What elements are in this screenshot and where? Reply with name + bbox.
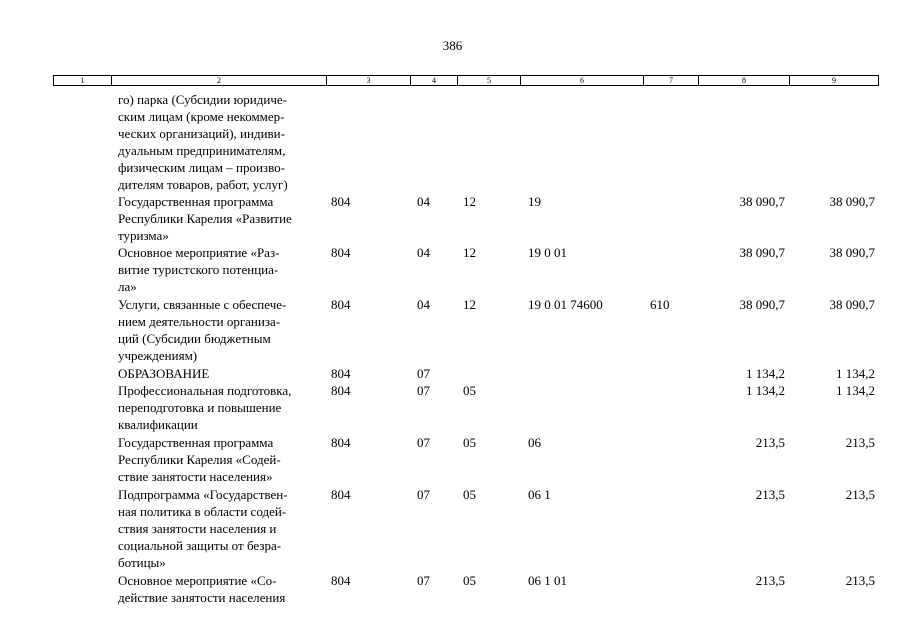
- col-3-value: 804: [331, 194, 351, 209]
- col-9-amount: 38 090,7: [829, 297, 875, 312]
- row-description: [118, 91, 328, 193]
- col-9-amount: 1 134,2: [836, 366, 875, 381]
- description-line: физическим лицам – произво-: [118, 160, 285, 175]
- col-3-value: 804: [331, 573, 351, 588]
- description-line: Республики Карелия «Содей-: [118, 452, 281, 467]
- description-line: Государственная программа: [118, 194, 274, 209]
- col-7-value: 610: [650, 297, 670, 312]
- description-line: го) парка (Субсидии юридиче-: [118, 92, 287, 107]
- header-col-2: 2: [112, 76, 327, 85]
- col-3-value: 804: [331, 383, 351, 398]
- col-8-amount: 38 090,7: [739, 297, 785, 312]
- col-6-value: 06: [528, 435, 541, 450]
- col-4-value: 07: [417, 383, 430, 398]
- description-line: квалификации: [118, 417, 198, 432]
- col-4-value: 07: [417, 366, 430, 381]
- col-3-value: 804: [331, 366, 351, 381]
- description-line: дителям товаров, работ, услуг): [118, 177, 288, 192]
- col-5-value: 05: [463, 383, 476, 398]
- description-line: социальной защиты от безра-: [118, 538, 282, 553]
- row-description: [118, 434, 328, 485]
- description-line: ций (Субсидии бюджетным: [118, 331, 271, 346]
- col-8-amount: 1 134,2: [746, 383, 785, 398]
- row-description: [118, 193, 328, 244]
- col-4-value: 04: [417, 297, 430, 312]
- col-3-value: 804: [331, 435, 351, 450]
- col-4-value: 04: [417, 194, 430, 209]
- description-line: Профессиональная подготовка,: [118, 383, 292, 398]
- description-line: Услуги, связанные с обеспече-: [118, 297, 287, 312]
- col-5-value: 12: [463, 245, 476, 260]
- description-line: учреждениям): [118, 348, 198, 363]
- header-col-8: 8: [699, 76, 790, 85]
- col-5-value: 05: [463, 435, 476, 450]
- description-line: дуальным предпринимателям,: [118, 143, 286, 158]
- row-description: [118, 365, 328, 382]
- col-6-value: 19 0 01 74600: [528, 297, 603, 312]
- description-line: ствия занятости населения и: [118, 521, 277, 536]
- row-description: [118, 296, 328, 364]
- col-3-value: 804: [331, 487, 351, 502]
- description-line: ла»: [118, 279, 137, 294]
- col-6-value: 19: [528, 194, 541, 209]
- description-line: витие туристского потенциа-: [118, 262, 279, 277]
- col-8-amount: 38 090,7: [739, 245, 785, 260]
- col-4-value: 07: [417, 487, 430, 502]
- description-line: действие занятости населения: [118, 590, 286, 605]
- description-line: Республики Карелия «Развитие: [118, 211, 292, 226]
- header-col-4: 4: [411, 76, 458, 85]
- col-3-value: 804: [331, 297, 351, 312]
- col-5-value: 12: [463, 194, 476, 209]
- description-line: Основное мероприятие «Со-: [118, 573, 277, 588]
- col-9-amount: 38 090,7: [829, 194, 875, 209]
- description-line: ОБРАЗОВАНИЕ: [118, 366, 210, 381]
- description-line: ческих организаций), индиви-: [118, 126, 285, 141]
- col-5-value: 05: [463, 487, 476, 502]
- header-col-6: 6: [521, 76, 644, 85]
- table-header: [53, 75, 879, 86]
- description-line: нием деятельности организа-: [118, 314, 281, 329]
- description-line: туризма»: [118, 228, 169, 243]
- col-4-value: 04: [417, 245, 430, 260]
- header-col-5: 5: [458, 76, 521, 85]
- row-description: [118, 572, 328, 606]
- page-number: 386: [442, 38, 463, 53]
- row-description: [118, 382, 328, 433]
- header-col-3: 3: [327, 76, 411, 85]
- col-4-value: 07: [417, 573, 430, 588]
- description-line: ствие занятости населения»: [118, 469, 273, 484]
- col-3-value: 804: [331, 245, 351, 260]
- col-4-value: 07: [417, 435, 430, 450]
- row-description: [118, 244, 328, 295]
- col-9-amount: 213,5: [845, 573, 875, 588]
- header-col-7: 7: [644, 76, 699, 85]
- col-8-amount: 213,5: [755, 435, 785, 450]
- col-6-value: 19 0 01: [528, 245, 567, 260]
- col-9-amount: 38 090,7: [829, 245, 875, 260]
- col-5-value: 12: [463, 297, 476, 312]
- header-col-1: 1: [54, 76, 112, 85]
- col-8-amount: 213,5: [755, 573, 785, 588]
- col-8-amount: 1 134,2: [746, 366, 785, 381]
- row-description: [118, 486, 328, 571]
- col-5-value: 05: [463, 573, 476, 588]
- description-line: переподготовка и повышение: [118, 400, 282, 415]
- col-6-value: 06 1: [528, 487, 551, 502]
- col-8-amount: 213,5: [755, 487, 785, 502]
- description-line: Основное мероприятие «Раз-: [118, 245, 280, 260]
- description-line: ная политика в области содей-: [118, 504, 287, 519]
- col-8-amount: 38 090,7: [739, 194, 785, 209]
- description-line: ским лицам (кроме некоммер-: [118, 109, 285, 124]
- description-line: ботицы»: [118, 555, 166, 570]
- header-col-9: 9: [832, 76, 836, 85]
- description-line: Подпрограмма «Государствен-: [118, 487, 288, 502]
- col-6-value: 06 1 01: [528, 573, 567, 588]
- description-line: Государственная программа: [118, 435, 274, 450]
- col-9-amount: 213,5: [845, 487, 875, 502]
- col-9-amount: 1 134,2: [836, 383, 875, 398]
- col-9-amount: 213,5: [845, 435, 875, 450]
